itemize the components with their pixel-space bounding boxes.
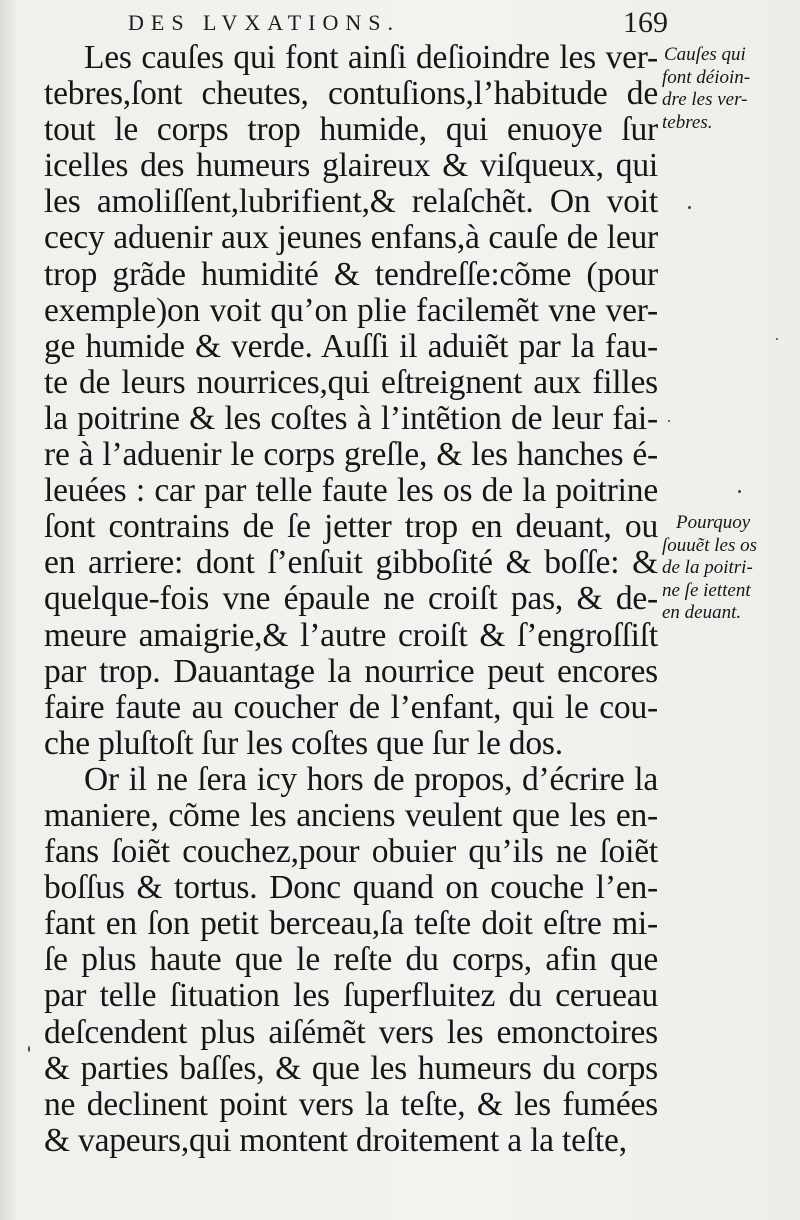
margin-note-why-chest bbox=[662, 512, 792, 625]
margin-note-line: font déioin- bbox=[662, 66, 751, 88]
running-title: DES LVXATIONS. bbox=[128, 10, 400, 35]
text-line: en arriere: dont ſ’enſuit gibboſité & boſſe: & bbox=[44, 544, 658, 582]
text-line: Les cauſes qui font ainſi deſioindre les ver- bbox=[84, 39, 658, 76]
text-line: les amoliſſent,lubrifient,& relaſchẽt. On voit bbox=[44, 183, 658, 221]
text-line: ge humide & verde. Auſſi il aduiẽt par la fau- bbox=[44, 327, 658, 365]
margin-note-line: dre les ver- bbox=[662, 89, 748, 110]
text-line: faire faute au coucher de l’enfant, qui le cou- bbox=[44, 688, 658, 726]
margin-note-line: en deuant. bbox=[662, 602, 742, 623]
text-line: leuées : car par telle faute les os de la poitrine bbox=[44, 472, 658, 510]
text-line: ne declinent point vers la teſte, & les fumées bbox=[44, 1085, 658, 1123]
margin-note-line: tebres. bbox=[662, 111, 713, 133]
text-line: te de leurs nourrices,qui eſtreignent aux filles bbox=[44, 363, 658, 401]
text-line: re à l’aduenir le corps greſle, & les hanches é- bbox=[44, 436, 658, 474]
text-line: boſſus & tortus. Donc quand on couche l’en- bbox=[44, 869, 658, 907]
text-line: par telle ſituation les ſuperfluitez du cerueau bbox=[44, 977, 658, 1015]
margin-note-causes bbox=[662, 44, 792, 134]
text-line: fans ſoiẽt couchez,pour obuier qu’ils ne ſoiẽt bbox=[44, 833, 658, 871]
text-line: cecy aduenir aux jeunes enfans,à cauſe de leur bbox=[44, 219, 658, 257]
margin-note-line: ſouuẽt les os bbox=[662, 534, 757, 556]
text-line: quelque-fois vne épaule ne croiſt pas, & de- bbox=[44, 580, 658, 618]
text-line: fant en ſon petit berceau,ſa teſte doit eſtre mi- bbox=[44, 905, 658, 943]
text-line: meure amaigrie,& l’autre croiſt & ſ’engroſſiſt bbox=[44, 616, 658, 654]
margin-note-line: Cauſes qui bbox=[664, 44, 746, 65]
margin-note-line: ne ſe iettent bbox=[662, 579, 751, 601]
text-line: la poitrine & les coſtes à l’intẽtion de leur fai- bbox=[44, 399, 658, 437]
text-line: ſont contrains de ſe jetter trop en deuant, ou bbox=[44, 508, 658, 546]
text-line: tebres,ſont cheutes, contuſions,l’habitude de bbox=[44, 75, 658, 113]
text-line: che pluſtoſt ſur les coſtes que ſur le dos. bbox=[44, 724, 563, 762]
text-line: deſcendent plus aiſémẽt vers les emonctoires bbox=[44, 1013, 658, 1051]
margin-note-line: Pourquoy bbox=[676, 512, 751, 533]
page-number: 169 bbox=[623, 6, 668, 39]
text-line: par trop. Dauantage la nourrice peut encores bbox=[44, 652, 658, 690]
text-line: trop grãde humidité & tendreſſe:cõme (pour bbox=[44, 255, 658, 293]
main-text-block bbox=[44, 40, 658, 1159]
text-line: maniere, cõme les anciens veulent que les en- bbox=[44, 796, 658, 834]
margin-note-line: de la poitri- bbox=[662, 557, 753, 578]
text-line: ſe plus haute que le reſte du corps, afin que bbox=[44, 941, 658, 979]
text-line: & parties baſſes, & que les humeurs du corps bbox=[44, 1049, 658, 1087]
text-line: tout le corps trop humide, qui enuoye ſur bbox=[44, 111, 658, 149]
text-line: exemple)on voit qu’on plie facilemẽt vne ver- bbox=[44, 291, 658, 329]
text-line: icelles des humeurs glaireux & viſqueux, qui bbox=[44, 147, 658, 185]
text-line: Or il ne ſera icy hors de propos, d’écrire la bbox=[84, 760, 658, 798]
text-line: & vapeurs,qui montent droitement a la teſte, bbox=[44, 1121, 627, 1159]
